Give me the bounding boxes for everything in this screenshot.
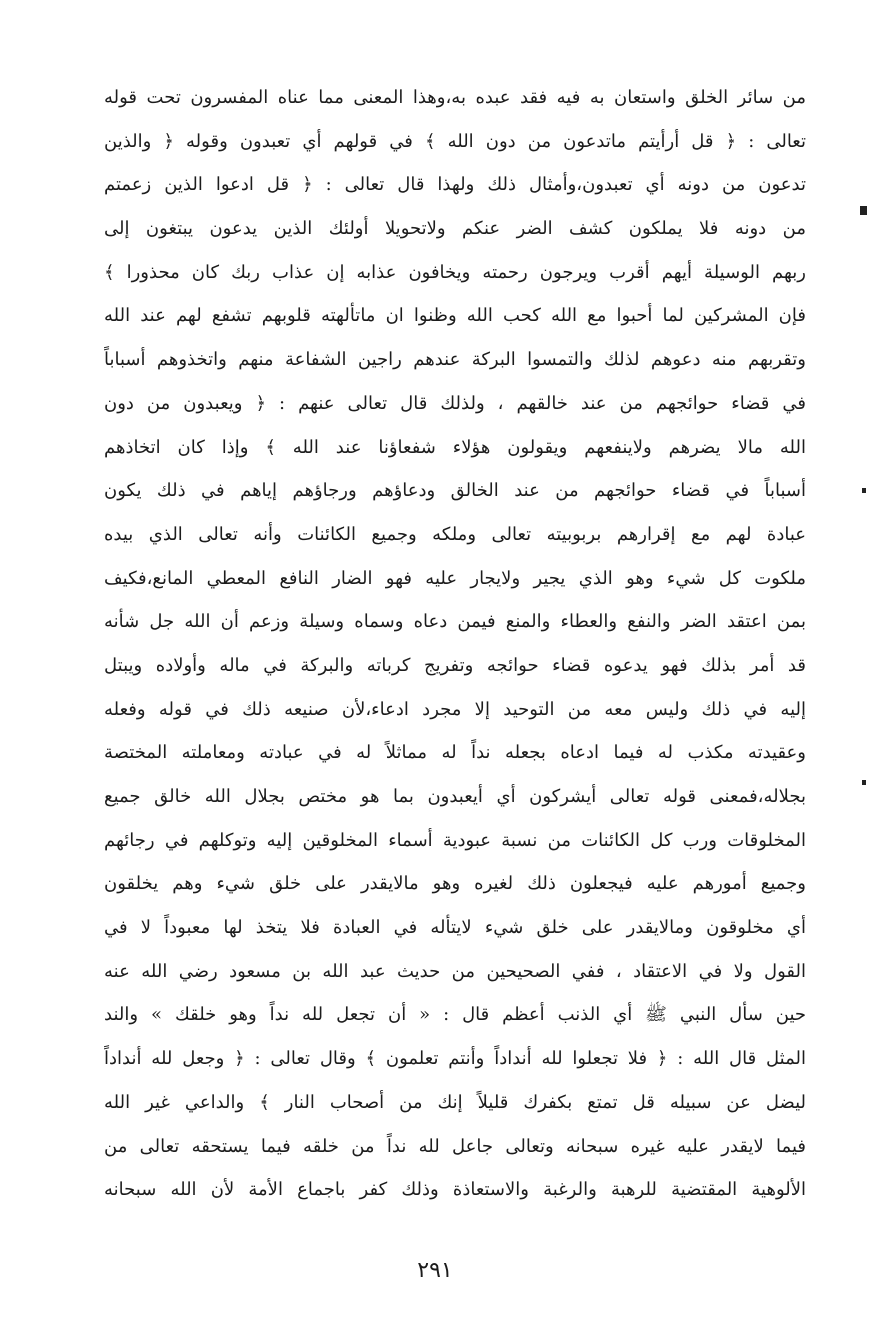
text-line-2: تعالى : ﴿ قل أرأيتم ماتدعون من دون الله ﴾ في قولهم أي تعبدون وقوله ﴿ والذين xyxy=(104,130,806,152)
text-line-17: بجلاله،فمعنى قوله تعالى أيشركون أي أيعبدون بما هو مختص بجلال الله خالق جميع xyxy=(104,786,806,807)
text-line-14: قد أمر بذلك فهو يدعوه قضاء حوائجه وتفريج كرباته والبركة في ماله وأولاده ويبتل xyxy=(104,654,806,676)
text-line-9: الله مالا يضرهم ولاينفعهم ويقولون هؤلاء شفعاؤنا عند الله ﴾ وإذا كان اتخاذهم xyxy=(104,436,806,458)
text-line-4: من دونه فلا يملكون كشف الضر عنكم ولاتحويلا أولئك الذين يدعون يبتغون إلى xyxy=(104,218,806,240)
text-line-10: أسباباً في قضاء حوائجهم من عند الخالق ودعاؤهم ورجاؤهم إياهم في ذلك يكون xyxy=(104,480,806,502)
text-line-12: ملكوت كل شيء وهو الذي يجير ولايجار عليه فهو الضار النافع المعطي المانع،فكيف xyxy=(104,567,806,589)
text-line-19: وجميع أمورهم عليه فيجعلون ذلك لغيره وهو مالايقدر على خلق شيء وهم يخلقون xyxy=(104,873,806,895)
text-line-6: فإن المشركين لما أحبوا مع الله كحب الله وظنوا ان ماتألهته قلوبهم تشفع لهم عند الله xyxy=(104,305,806,327)
text-line-21: القول ولا في الاعتقاد ، ففي الصحيحين من حديث عبد الله بن مسعود رضي الله عنه xyxy=(104,960,806,982)
text-line-15: إليه في ذلك وليس معه من التوحيد إلا مجرد ادعاء،لأن صنيعه ذلك في قوله وفعله xyxy=(104,698,806,720)
text-line-11: عبادة لهم مع إقرارهم بربوبيته تعالى وملكه وجميع الكائنات وأنه تعالى الذي بيده xyxy=(104,523,806,545)
margin-mark xyxy=(862,488,866,493)
text-line-25: فيما لايقدر عليه غيره سبحانه وتعالى جاعل لله نداً من خلقه فيما يستحقه تعالى من xyxy=(104,1135,806,1157)
body-text xyxy=(104,76,806,1212)
text-line-7: وتقربهم منه دعوهم لذلك والتمسوا البركة عندهم راجين الشفاعة منهم واتخذوهم أسباباً xyxy=(104,349,806,371)
text-line-1: من سائر الخلق واستعان به فيه فقد عبده به،وهذا المعنى مما عناه المفسرون تحت قوله xyxy=(104,87,806,108)
text-line-18: المخلوقات ورب كل الكائنات من نسبة عبودية أسماء المخلوقين إليه وتوكلهم في رجائهم xyxy=(104,829,806,851)
text-line-20: أي مخلوقون ومالايقدر على خلق شيء لايتأله في العبادة فلا يتخذ لها معبوداً لا في xyxy=(104,917,806,939)
text-line-5: ربهم الوسيلة أيهم أقرب ويرجون رحمته ويخافون عذابه إن عذاب ربك كان محذورا ﴾ xyxy=(104,261,806,283)
text-line-26: الألوهية المقتضية للرهبة والرغبة والاستعاذة وذلك كفر باجماع الأمة لأن الله سبحانه xyxy=(104,1179,806,1201)
margin-mark xyxy=(862,780,866,785)
text-line-16: وعقيدته مكذب له فيما ادعاه بجعله نداً له مماثلاً له في عبادته ومعاملته المختصة xyxy=(104,742,806,764)
text-line-3: تدعون من دونه أي تعبدون،وأمثال ذلك ولهذا قال تعالى : ﴿ قل ادعوا الذين زعمتم xyxy=(104,174,806,196)
text-line-13: بمن اعتقد الضر والنفع والعطاء والمنع فيمن دعاه وسماه وسيلة وزعم أن الله جل شأنه xyxy=(104,611,806,633)
margin-mark xyxy=(860,206,867,215)
page-number: ٢٩١ xyxy=(417,1258,453,1283)
text-line-8: في قضاء حوائجهم من عند خالقهم ، ولذلك قال تعالى عنهم : ﴿ ويعبدون من دون xyxy=(104,392,806,414)
text-line-24: ليضل عن سبيله قل تمتع بكفرك قليلاً إنك من أصحاب النار ﴾ والداعي غير الله xyxy=(104,1091,806,1113)
text-line-23: المثل قال الله : ﴿ فلا تجعلوا لله أنداداً وأنتم تعلمون ﴾ وقال تعالى : ﴿ وجعل لله أنداداً xyxy=(104,1048,806,1070)
text-line-22: حين سأل النبي ﷺ أي الذنب أعظم قال : « أن تجعل لله نداً وهو خلقك » والند xyxy=(104,1004,806,1026)
